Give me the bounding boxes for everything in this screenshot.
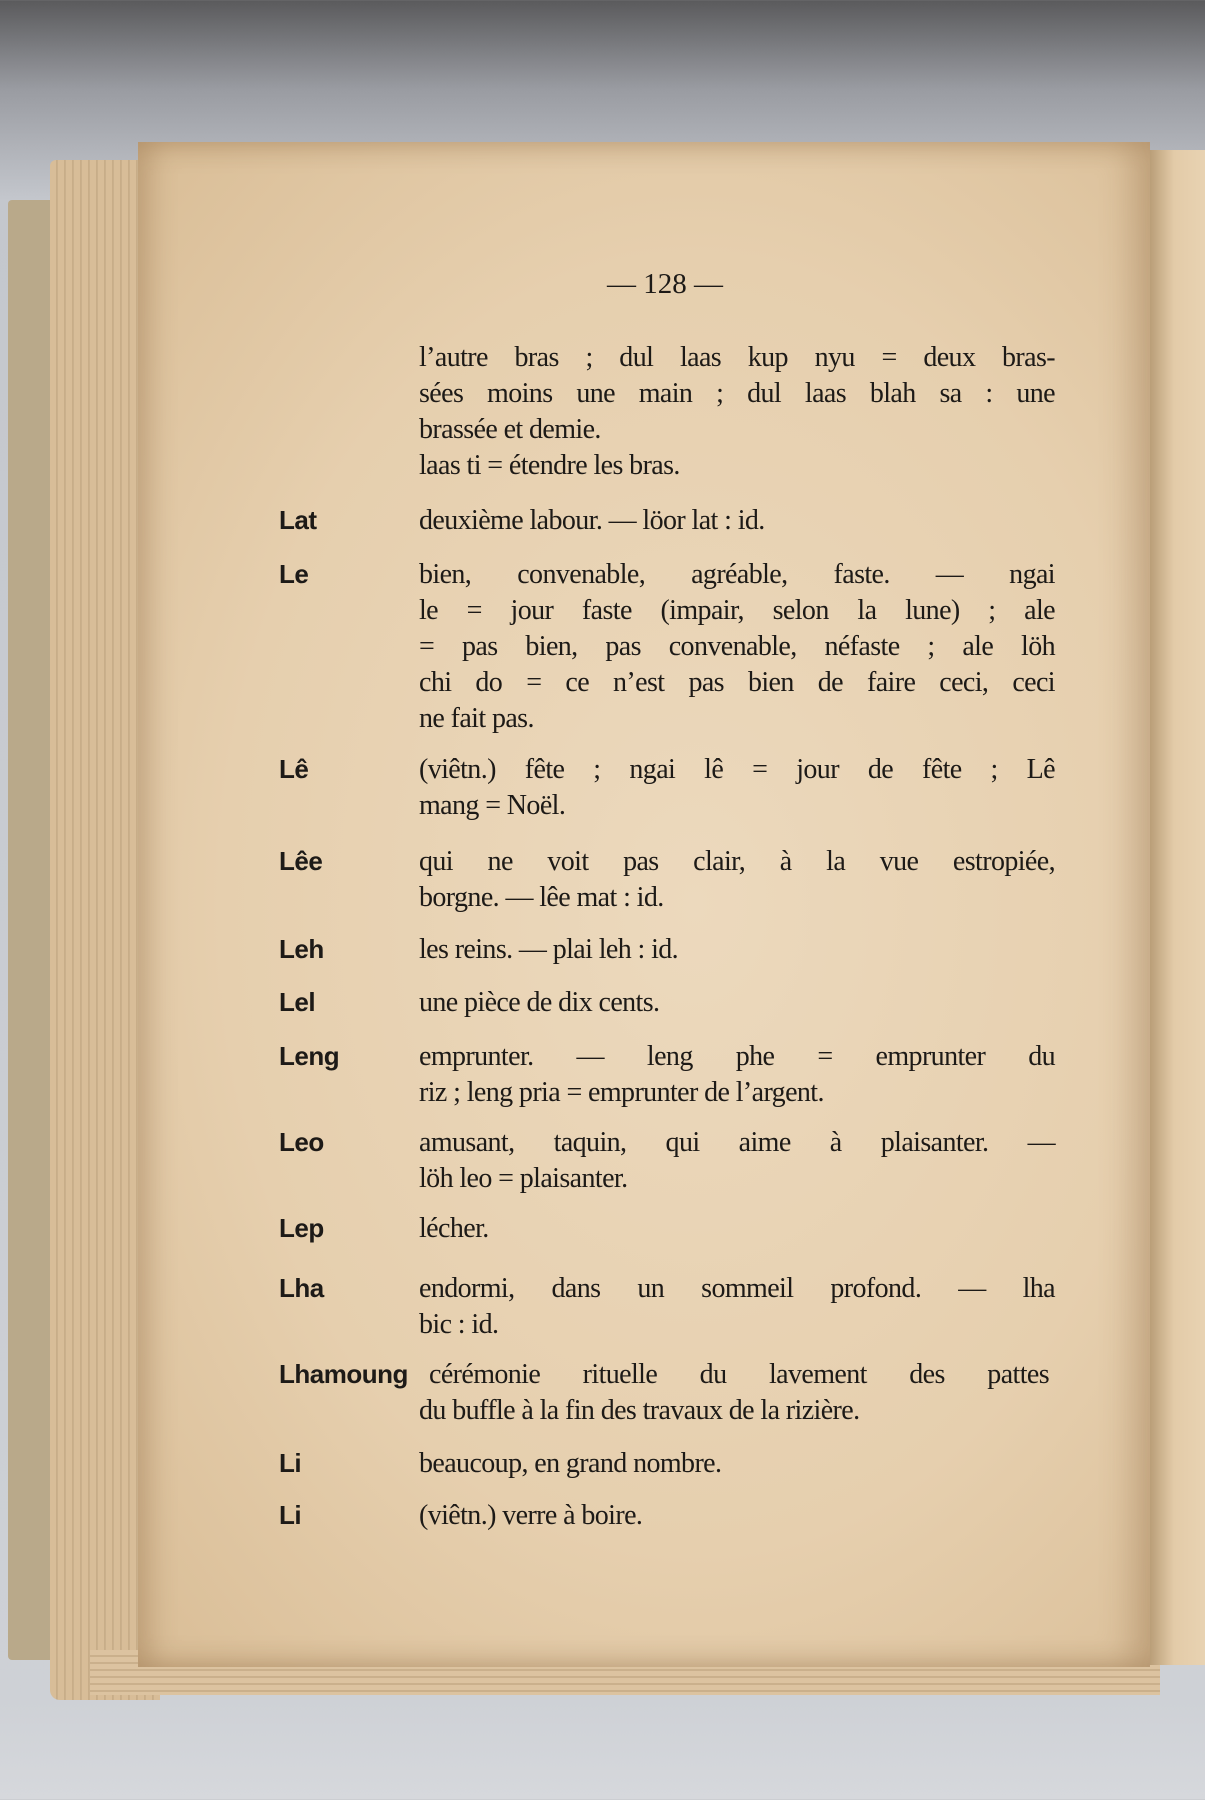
page-number: — 128 — xyxy=(607,268,723,300)
definition xyxy=(419,1446,1055,1482)
headword: Leng xyxy=(279,1041,340,1071)
facing-page-edge xyxy=(1150,150,1205,1665)
definition xyxy=(419,1039,1055,1111)
headword: Leo xyxy=(279,1127,324,1157)
text-line: laas ti = étendre les bras. xyxy=(419,450,680,481)
text-line: les reins. — plai leh : id. xyxy=(419,934,679,965)
headword: Lêe xyxy=(279,846,323,876)
definition xyxy=(419,932,1055,968)
headword: Leh xyxy=(279,934,324,964)
definition xyxy=(419,844,1055,916)
text-line: mang = Noël. xyxy=(419,790,566,821)
text-line: le = jour faste (impair, selon la lune) ; ale xyxy=(419,595,1055,626)
text-line: deuxième labour. — löor lat : id. xyxy=(419,505,765,536)
text-line: riz ; leng pria = emprunter de l’argent. xyxy=(419,1077,824,1108)
text-line: emprunter. — leng phe = emprunter du xyxy=(419,1041,1055,1072)
text-line: brassée et demie. xyxy=(419,414,601,445)
text-line: bien, convenable, agréable, faste. — ngai xyxy=(419,559,1055,590)
text-line: (viêtn.) verre à boire. xyxy=(419,1500,643,1531)
text-line: qui ne voit pas clair, à la vue estropiée, xyxy=(419,846,1055,877)
definition xyxy=(419,1498,1055,1534)
headword: Le xyxy=(279,559,309,589)
text-line: chi do = ce n’est pas bien de faire ceci, ceci xyxy=(419,667,1055,698)
definition xyxy=(419,503,1055,539)
headword: Li xyxy=(279,1448,302,1478)
text-line: l’autre bras ; dul laas kup nyu = deux bras- xyxy=(419,342,1055,373)
definition xyxy=(419,1211,1055,1247)
definition xyxy=(419,1271,1055,1343)
text-line: beaucoup, en grand nombre. xyxy=(419,1448,722,1479)
headword: Lê xyxy=(279,754,309,784)
text-line: ne fait pas. xyxy=(419,703,534,734)
text-line: = pas bien, pas convenable, néfaste ; ale löh xyxy=(419,631,1055,662)
text-line: borgne. — lêe mat : id. xyxy=(419,882,664,913)
text-line: löh leo = plaisanter. xyxy=(419,1163,628,1194)
text-line: lécher. xyxy=(419,1213,489,1244)
headword: Li xyxy=(279,1500,302,1530)
text-line: une pièce de dix cents. xyxy=(419,987,660,1018)
headword: Lha xyxy=(279,1273,324,1303)
text-line: sées moins une main ; dul laas blah sa : une xyxy=(419,378,1055,409)
definition xyxy=(419,985,1055,1021)
text-line: endormi, dans un sommeil profond. — lha xyxy=(419,1273,1055,1304)
headword: Lhamoung xyxy=(279,1359,408,1389)
definition xyxy=(419,1357,1049,1429)
text-line: cérémonie rituelle du lavement des pattes xyxy=(429,1359,1049,1390)
text-line: du buffle à la fin des travaux de la rizière. xyxy=(419,1395,860,1426)
text-line: bic : id. xyxy=(419,1309,499,1340)
definition xyxy=(419,1125,1055,1197)
definition xyxy=(419,752,1055,824)
text-line: (viêtn.) fête ; ngai lê = jour de fête ; Lê xyxy=(419,754,1055,785)
text-line: amusant, taquin, qui aime à plaisanter. — xyxy=(419,1127,1055,1158)
continuation-text xyxy=(419,340,1055,484)
definition xyxy=(419,557,1055,737)
headword: Lep xyxy=(279,1213,324,1243)
headword: Lel xyxy=(279,987,316,1017)
headword: Lat xyxy=(279,505,317,535)
